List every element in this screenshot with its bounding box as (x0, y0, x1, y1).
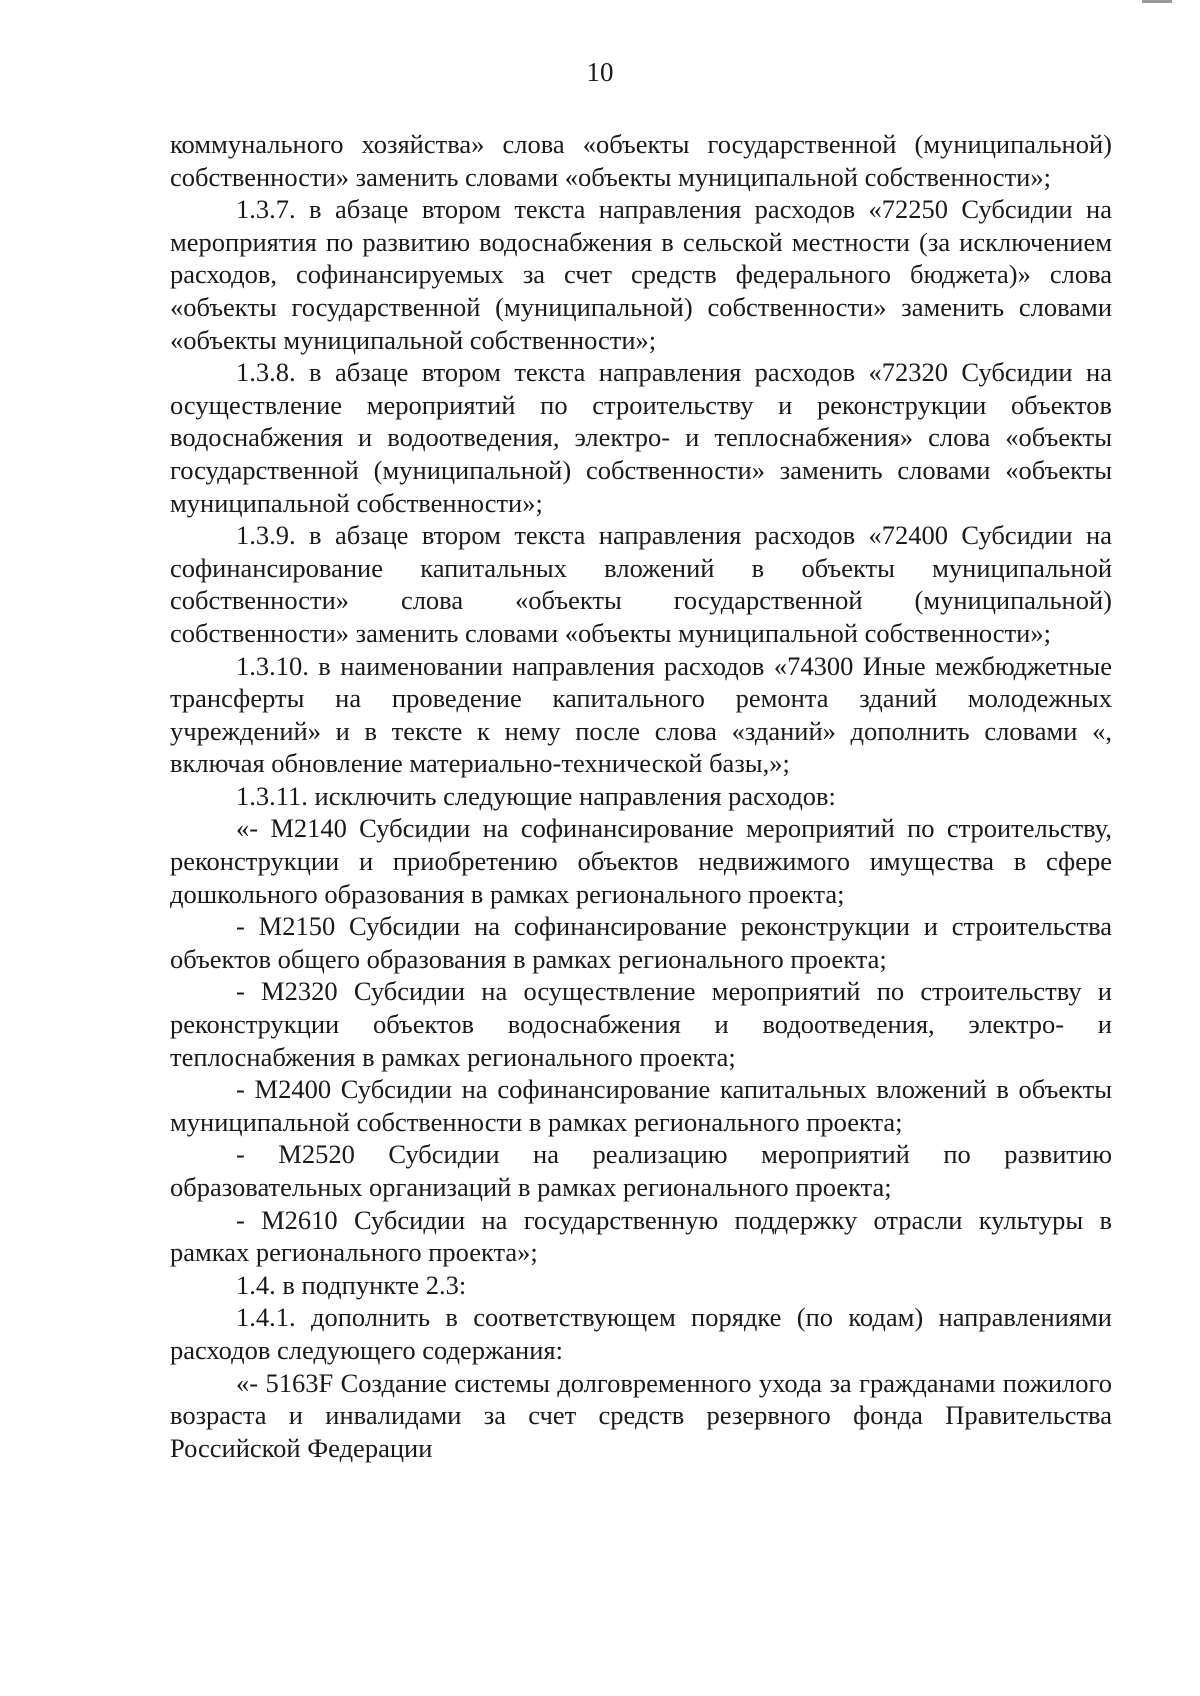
list-item-m2610: - M2610 Субсидии на государственную поддержку отрасли культуры в рамках регионального проекта»; (170, 1204, 1112, 1268)
scan-edge-mark (1142, 0, 1172, 3)
list-item-5163f: «- 5163F Создание системы долговременного ухода за гражданами пожилого возраста и инвалидами за счет средств резервного фонда Правительства Российской Федерации (170, 1367, 1112, 1463)
paragraph-1-3-11: 1.3.11. исключить следующие направления расходов: (236, 780, 836, 811)
page-number: 10 (586, 57, 614, 87)
list-item-m2400: - M2400 Субсидии на софинансирование капитальных вложений в объекты муниципальной собственности в рамках регионального проекта; (170, 1074, 1112, 1137)
paragraph-1-3-9: 1.3.9. в абзаце втором текста направления расходов «72400 Субсидии на софинансирование капитальных вложений в объекты муниципальной собственности» слова «объекты государственной (муниципальной) собственности» заменить словами «объекты муниципальной собственности»; (170, 520, 1112, 648)
paragraph-1-4: 1.4. в подпункте 2.3: (236, 1269, 467, 1300)
paragraph-1-3-7: 1.3.7. в абзаце втором текста направления расходов «72250 Субсидии на мероприятия по развитию водоснабжения в сельской местности (за исключением расходов, софинансируемых за счет средств федерального бюджета)» слова «объекты государственной (муниципальной) собственности» заменить словами «объекты муниципальной собственности»; (170, 194, 1112, 355)
paragraph-1-4-1: 1.4.1. дополнить в соответствующем порядке (по кодам) направлениями расходов следующего содержания: (170, 1302, 1112, 1365)
list-item-m2150: - M2150 Субсидии на софинансирование реконструкции и строительства объектов общего образования в рамках регионального проекта; (170, 911, 1112, 974)
list-item-m2320: - M2320 Субсидии на осуществление мероприятий по строительству и реконструкции объектов водоснабжения и водоотведения, электро- и теплоснабжения в рамках регионального проекта; (170, 976, 1112, 1072)
list-item-m2140: «- M2140 Субсидии на софинансирование мероприятий по строительству, реконструкции и приобретению объектов недвижимого имущества в сфере дошкольного образования в рамках регионального проекта; (170, 813, 1112, 909)
paragraph-1-3-8: 1.3.8. в абзаце втором текста направления расходов «72320 Субсидии на осуществление мероприятий по строительству и реконструкции объектов водоснабжения и водоотведения, электро- и теплоснабжения» слова «объекты государственной (муниципальной) собственности» заменить словами «объекты муниципальной собственности»; (170, 357, 1112, 518)
document-body (170, 128, 1112, 1464)
list-item-m2520: - M2520 Субсидии на реализацию мероприятий по развитию образовательных организаций в рамках регионального проекта; (170, 1139, 1112, 1202)
paragraph-1-3-10: 1.3.10. в наименовании направления расходов «74300 Иные межбюджетные трансферты на проведение капитального ремонта зданий молодежных учреждений» и в тексте к нему после слова «зданий» дополнить словами «, включая обновление материально-технической базы,»; (170, 650, 1112, 779)
paragraph-continuation: коммунального хозяйства» слова «объекты государственной (муниципальной) собственности» заменить словами «объекты муниципальной собственности»; (170, 129, 1112, 192)
